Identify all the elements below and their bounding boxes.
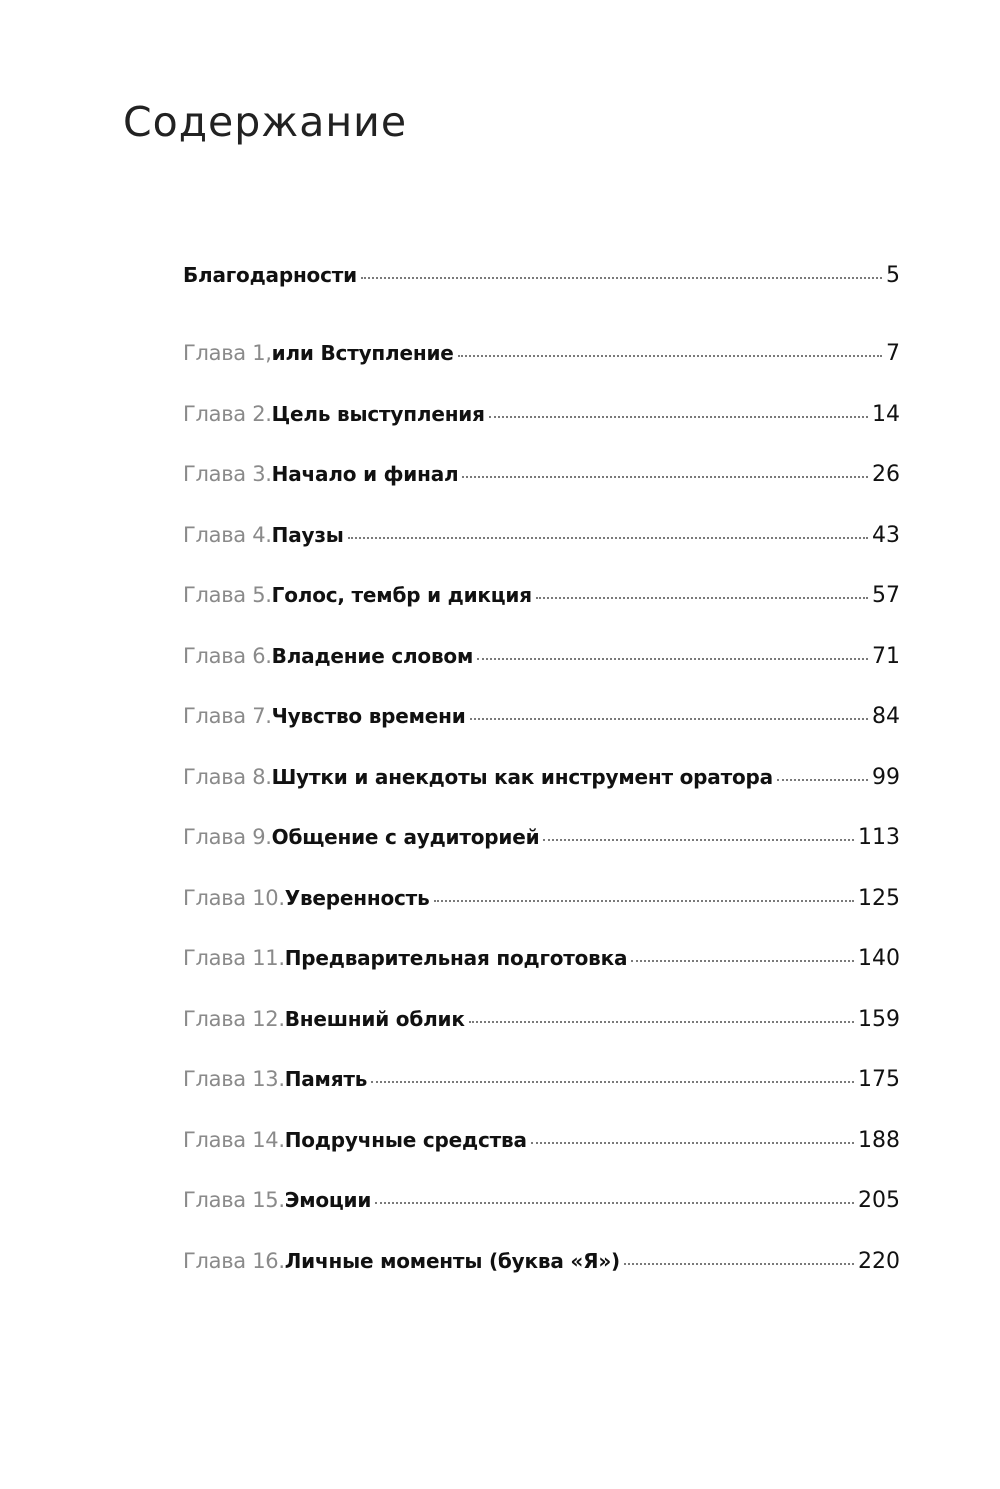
dot-leader (470, 718, 868, 720)
chapter-prefix: Глава 10. (183, 885, 285, 910)
dot-leader (531, 1142, 854, 1144)
dot-leader (631, 960, 854, 962)
dot-leader (543, 839, 854, 841)
dot-leader (777, 779, 868, 781)
chapter-prefix: Глава 6. (183, 643, 272, 668)
toc-entry-chapter-11[interactable] (183, 928, 900, 989)
dot-leader (375, 1202, 854, 1204)
chapter-prefix: Глава 9. (183, 825, 272, 849)
toc-entry-chapter-6[interactable] (183, 626, 900, 687)
toc-entry-acknowledgements[interactable] (183, 245, 900, 323)
page-number: 14 (872, 401, 900, 427)
page-number: 71 (872, 643, 900, 669)
chapter-prefix: Глава 3. (183, 462, 272, 486)
dot-leader (489, 416, 868, 418)
page-number: 175 (858, 1067, 900, 1092)
dot-leader (348, 537, 868, 539)
dot-leader (624, 1263, 854, 1265)
dot-leader (371, 1081, 854, 1083)
toc-entry-chapter-8[interactable] (183, 747, 900, 808)
table-of-contents (183, 245, 900, 1291)
toc-entry-chapter-10[interactable] (183, 868, 900, 929)
toc-entry-chapter-5[interactable] (183, 565, 900, 626)
entry-title: Внешний облик (284, 1006, 465, 1031)
entry-title: Паузы (271, 522, 344, 547)
page-number: 99 (872, 764, 900, 790)
page-number: 125 (858, 885, 900, 911)
chapter-prefix: Глава 15. (183, 1188, 285, 1212)
chapter-prefix: Глава 11. (183, 946, 285, 970)
chapter-prefix: Глава 13. (183, 1067, 285, 1091)
entry-title: Шутки и анекдоты как инструмент оратора (271, 764, 773, 789)
chapter-prefix: Глава 7. (183, 704, 272, 728)
toc-entry-chapter-3[interactable] (183, 444, 900, 505)
entry-title: Память (284, 1067, 368, 1091)
entry-title: Чувство времени (271, 704, 466, 728)
chapter-prefix: Глава 2. (183, 401, 272, 426)
page-number: 205 (858, 1188, 900, 1213)
entry-title: Эмоции (284, 1188, 372, 1212)
entry-title: Благодарности (183, 263, 357, 287)
page-number: 43 (872, 522, 900, 548)
entry-title: Предварительная подготовка (284, 946, 628, 970)
entry-title: Владение словом (271, 643, 474, 668)
page-number: 26 (872, 462, 900, 487)
chapter-prefix: Глава 4. (183, 522, 272, 547)
toc-entry-chapter-13[interactable] (183, 1049, 900, 1110)
page-number: 140 (858, 946, 900, 971)
toc-entry-chapter-16[interactable] (183, 1231, 900, 1292)
chapter-prefix: Глава 16. (183, 1248, 285, 1273)
entry-title: Голос, тембр и дикция (271, 583, 532, 607)
page-number: 113 (858, 825, 900, 850)
entry-title: Личные моменты (буква «Я») (284, 1248, 620, 1273)
page-number: 159 (858, 1006, 900, 1032)
toc-entry-chapter-14[interactable] (183, 1110, 900, 1171)
dot-leader (477, 658, 868, 660)
toc-entry-chapter-12[interactable] (183, 989, 900, 1050)
chapter-prefix: Глава 5. (183, 583, 272, 607)
chapter-prefix: Глава 12. (183, 1006, 285, 1031)
entry-title: Уверенность (284, 885, 430, 910)
toc-entry-chapter-1[interactable] (183, 323, 900, 384)
toc-entry-chapter-7[interactable] (183, 686, 900, 747)
page-number: 188 (858, 1127, 900, 1153)
dot-leader (361, 277, 882, 279)
dot-leader (434, 900, 854, 902)
toc-entry-chapter-4[interactable] (183, 505, 900, 566)
entry-title: Начало и финал (271, 462, 459, 486)
chapter-prefix: Глава 8. (183, 764, 272, 789)
dot-leader (469, 1021, 854, 1023)
toc-entry-chapter-2[interactable] (183, 384, 900, 445)
entry-title: Общение с аудиторией (271, 825, 540, 849)
toc-entry-chapter-9[interactable] (183, 807, 900, 868)
page-number: 57 (872, 583, 900, 608)
dot-leader (458, 355, 882, 357)
entry-title: Подручные средства (284, 1127, 527, 1152)
page-number: 220 (858, 1248, 900, 1274)
page-number: 7 (886, 341, 900, 366)
chapter-prefix: Глава 14. (183, 1127, 285, 1152)
page-number: 84 (872, 704, 900, 729)
dot-leader (462, 476, 868, 478)
entry-title: или Вступление (271, 341, 454, 365)
page-number: 5 (886, 263, 900, 288)
toc-entry-chapter-15[interactable] (183, 1170, 900, 1231)
page-title: Содержание (123, 98, 408, 146)
entry-title: Цель выступления (271, 401, 485, 426)
chapter-prefix: Глава 1, (183, 341, 272, 365)
dot-leader (536, 597, 868, 599)
